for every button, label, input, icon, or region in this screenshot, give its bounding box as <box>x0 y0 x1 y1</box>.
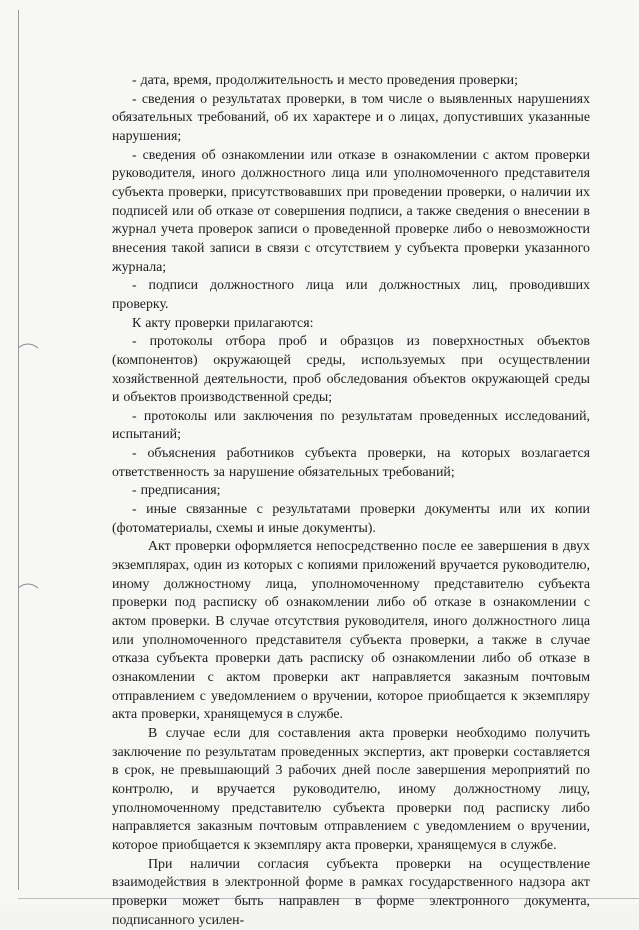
list-item: - объяснения работников субъекта проверки, на которых возлагается ответственность за нарушение обязательных требований; <box>112 446 590 480</box>
list-item: - подписи должностного лица или должностных лиц, проводивших проверку. <box>112 278 590 312</box>
body-paragraph: При наличии согласия субъекта проверки на осуществление взаимодействия в электронной форме в рамках государственного надзора акт проверки может быть направлен в форме электронного документа, подписанного усилен- <box>112 856 590 928</box>
body-paragraph: В случае если для составления акта проверки необходимо получить заключение по результатам проведенных экспертиз, акт проверки составляется в срок, не превышающий 3 рабочих дней после завершения мероприятий по контролю, и вручается руководителю, иному должностному лицу, уполномоченному представителю субъекта проверки под расписку либо направляется заказным почтовым отправлением с уведомлением о вручении, которое приобщается к экземпляру акта проверки, хранящемуся в службе. <box>112 725 590 853</box>
list-item: - сведения об ознакомлении или отказе в ознакомлении с актом проверки руководителя, иного должностного лица или уполномоченного представителя субъекта проверки, присутствовавших при проведении проверки, о наличии их подписей или об отказе от совершения подписи, а также сведения о внесении в журнал учета проверок записи о проведенной проверке либо о невозможности внесения такой записи в связи с отсутствием у субъекта проверки указанного журнала; <box>112 147 590 275</box>
document-body <box>112 72 590 930</box>
binding-edge-line <box>18 10 19 890</box>
binding-mark <box>18 338 40 358</box>
section-intro: К акту проверки прилагаются: <box>132 315 314 331</box>
list-item: - дата, время, продолжительность и место проведения проверки; <box>132 73 518 88</box>
list-item: - предписания; <box>132 483 221 499</box>
body-paragraph: Акт проверки оформляется непосредственно после ее завершения в двух экземплярах, один из которых с копиями приложений вручается руководителю, иному должностному лица, уполномоченному представителю субъекта проверки под расписку об ознакомлении либо об отказе в ознакомлении с актом проверки. В случае отсутствия руководителя, иного должностного лица или уполномоченного представителя субъекта проверки, а также в случае отказа субъекта проверки дать расписку об ознакомлении либо об отказе в ознакомлении с актом проверки акт направляется заказным почтовым отправлением с уведомлением о вручении, которое приобщается к экземпляру акта проверки, хранящемуся в службе. <box>112 539 590 723</box>
list-item: - иные связанные с результатами проверки документы или их копии (фотоматериалы, схемы и иные документы). <box>112 502 590 536</box>
list-item: - сведения о результатах проверки, в том числе о выявленных нарушениях обязательных требований, об их характере и о лицах, допустивших указанные нарушения; <box>112 91 590 144</box>
list-item: - протоколы отбора проб и образцов из поверхностных объектов (компонентов) окружающей среды, используемых при осуществлении хозяйственной деятельности, проб обследования объектов окружающей среды и объектов производственной среды; <box>112 334 590 406</box>
list-item: - протоколы или заключения по результатам проведенных исследований, испытаний; <box>112 408 590 443</box>
binding-mark <box>18 578 40 598</box>
